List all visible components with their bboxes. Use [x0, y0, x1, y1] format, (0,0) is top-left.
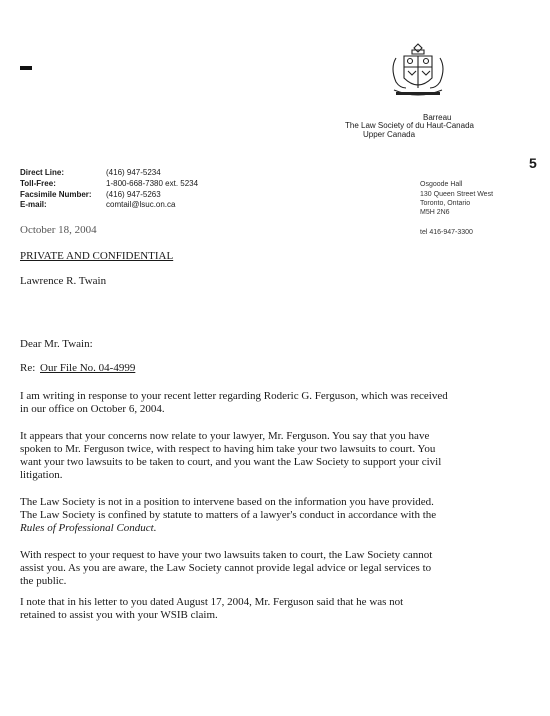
paragraph-4-line-1: With respect to your request to have your two lawsuits taken to court, the Law Society cannot	[20, 549, 433, 561]
direct-line-label: Direct Line:	[20, 168, 65, 177]
paragraph-4-line-3: the public.	[20, 575, 67, 587]
confidential-heading: PRIVATE AND CONFIDENTIAL	[20, 250, 174, 262]
paragraph-1-line-1: I am writing in response to your recent letter regarding Roderic G. Ferguson, which was received	[20, 390, 448, 402]
salutation: Dear Mr. Twain:	[20, 338, 93, 350]
email-value: comtail@lsuc.on.ca	[106, 200, 176, 209]
address-line3: Toronto, Ontario	[420, 200, 471, 207]
paragraph-4-line-2: assist you. As you are aware, the Law Society cannot provide legal advice or legal services to	[20, 562, 432, 574]
paragraph-3-line-2: The Law Society is confined by statute to matters of a lawyer's conduct in accordance with the	[20, 509, 437, 521]
toll-free-value: 1-800-668-7380 ext. 5234	[106, 179, 199, 188]
scan-mark	[20, 66, 32, 70]
address-line4: M5H 2N6	[420, 209, 450, 216]
paragraph-2-line-2: spoken to Mr. Ferguson twice, with respect to having him take your two lawsuits to court. You	[20, 443, 436, 455]
address-line1: Osgoode Hall	[420, 181, 463, 188]
law-society-crest-icon	[388, 40, 448, 98]
page-marker: 5	[529, 155, 537, 171]
paragraph-2-line-3: want your two lawsuits to be taken to court, and you want the Law Society to support your civil	[20, 456, 442, 468]
paragraph-2-line-1: It appears that your concerns now relate to your lawyer, Mr. Ferguson. You say that you have	[20, 430, 430, 442]
paragraph-3-line-3: Rules of Professional Conduct.	[20, 522, 157, 534]
address-telephone: tel 416-947-3300	[420, 229, 473, 236]
letter-date: October 18, 2004	[20, 224, 97, 236]
paragraph-5-line-1: I note that in his letter to you dated August 17, 2004, Mr. Ferguson said that he was not	[20, 596, 404, 608]
paragraph-1-line-2: in our office on October 6, 2004.	[20, 403, 165, 415]
fax-label: Facsimile Number:	[20, 190, 92, 199]
header-barreau: Barreau	[423, 113, 452, 122]
address-line2: 130 Queen Street West	[420, 191, 494, 198]
paragraph-2-line-4: litigation.	[20, 469, 63, 481]
toll-free-label: Toll-Free:	[20, 179, 56, 188]
recipient-name: Lawrence R. Twain	[20, 275, 107, 287]
direct-line-value: (416) 947-5234	[106, 168, 161, 177]
email-label: E-mail:	[20, 200, 47, 209]
header-upper-canada: Upper Canada	[363, 130, 416, 139]
re-prefix: Re:	[20, 362, 36, 374]
header-society-name: The Law Society of du Haut-Canada	[345, 121, 474, 130]
paragraph-3-line-1: The Law Society is not in a position to intervene based on the information you have provided.	[20, 496, 434, 508]
fax-value: (416) 947-5263	[106, 190, 161, 199]
paragraph-5-line-2: retained to assist you with your WSIB claim.	[20, 609, 218, 621]
re-subject: Our File No. 04-4999	[40, 362, 136, 374]
